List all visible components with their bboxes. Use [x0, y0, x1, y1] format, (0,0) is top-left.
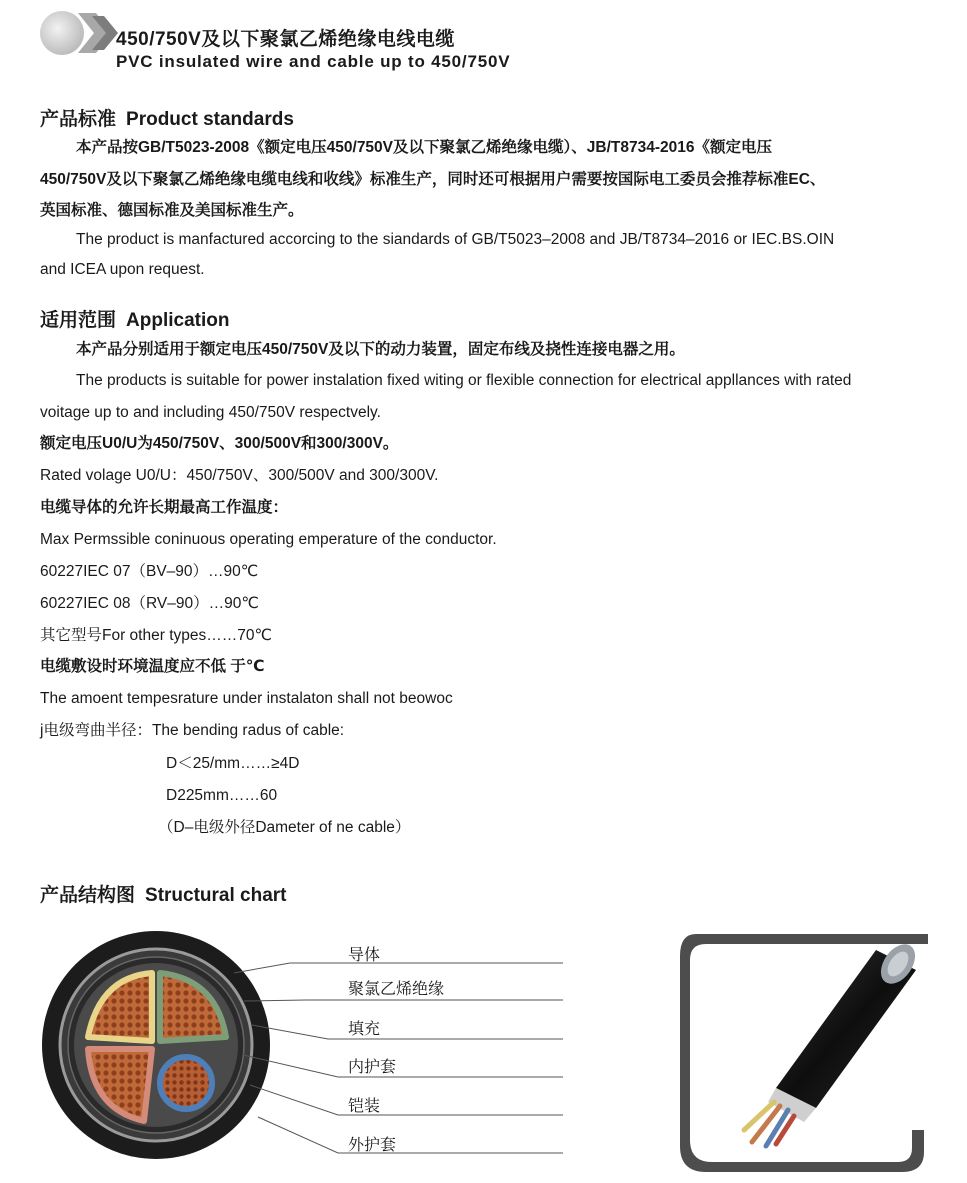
- application-line: 本产品分别适用于额定电压450/750V及以下的动力装置，固定布线及挠性连接电器之用。: [76, 341, 685, 358]
- standards-heading: [40, 104, 294, 131]
- application-line: 电缆导体的允许长期最高工作温度：: [40, 499, 289, 516]
- standards-heading-en: Product standards: [126, 109, 294, 130]
- application-line: 其它型号For other types……70℃: [40, 627, 272, 644]
- cable-cross-section-diagram: [38, 925, 573, 1180]
- layer-label-armour: 铠装: [348, 1096, 381, 1115]
- application-line: 60227IEC 08（RV–90）…90℃: [40, 595, 259, 612]
- application-line: 电缆敷设时环境温度应不低 于℃: [40, 658, 265, 675]
- page-title-cn: 450/750V及以下聚氯乙烯绝缘电线电缆: [116, 29, 455, 50]
- application-line: The amoent tempesrature under instalaton shall not beowoc: [40, 690, 453, 707]
- layer-label-filler: 填充: [348, 1019, 381, 1038]
- structure-heading-en: Structural chart: [145, 885, 287, 906]
- standards-heading-cn: 产品标准: [40, 109, 117, 130]
- conductor-blue: [160, 1057, 212, 1109]
- application-heading-en: Application: [126, 310, 230, 331]
- structure-heading-cn: 产品结构图: [40, 885, 136, 906]
- layer-label-conductor: 导体: [348, 945, 381, 964]
- application-line: （D–电级外径Dameter of ne cable）: [158, 819, 411, 836]
- layer-label-outer-sheath: 外护套: [348, 1135, 397, 1154]
- application-line: D225mm……60: [166, 787, 278, 804]
- application-heading: [40, 305, 229, 332]
- standards-para-cn-1: 本产品按GB/T5023-2008《额定电压450/750V及以下聚氯乙烯绝缘电缆）、JB/T8734-2016《额定电压: [76, 139, 772, 156]
- application-line: Max Permssible coninuous operating emperature of the conductor.: [40, 531, 497, 548]
- filler: [74, 963, 238, 1127]
- application-heading-cn: 适用范围: [40, 310, 117, 331]
- application-line: Rated volage U0/U：450/750V、300/500V and 300/300V.: [40, 467, 439, 484]
- application-line: 额定电压U0/U为450/750V、300/500V和300/300V。: [40, 435, 399, 452]
- cable-photo: [676, 930, 938, 1175]
- page-title-en: PVC insulated wire and cable up to 450/750V: [116, 52, 511, 71]
- application-line: D＜25/mm……≥4D: [166, 755, 300, 772]
- application-line: The products is suitable for power instalation fixed witing or flexible connection for electrical appllances with rated: [76, 372, 852, 389]
- application-line: 60227IEC 07（BV–90）…90℃: [40, 563, 259, 580]
- standards-para-cn-2: 450/750V及以下聚氯乙烯绝缘电缆电线和收线》标准生产，同时还可根据用户需要按国际电工委员会推荐标准EC、: [40, 171, 826, 188]
- standards-para-en-1: The product is manfactured accorcing to the siandards of GB/T5023–2008 and JB/T8734–2016 or IEC.BS.OIN: [76, 231, 835, 248]
- layer-label-inner-sheath: 内护套: [348, 1057, 397, 1076]
- structure-heading: [40, 880, 287, 907]
- application-line: j电级弯曲半径：The bending radus of cable:: [40, 722, 345, 739]
- standards-para-cn-3: 英国标准、德国标准及美国标准生产。: [40, 202, 304, 219]
- application-line: voitage up to and including 450/750V respectvely.: [40, 404, 381, 421]
- layer-label-pvc-insulation: 聚氯乙烯绝缘: [348, 979, 445, 998]
- standards-para-en-2: and ICEA upon request.: [40, 261, 205, 278]
